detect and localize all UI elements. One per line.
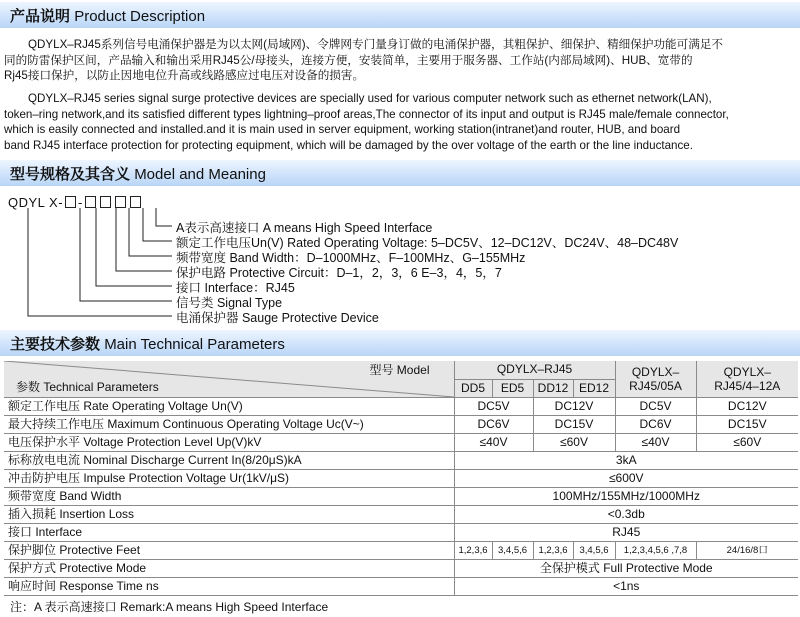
cell-value: 3,4,5,6 [573, 542, 615, 560]
header-model-label: 型号 Model [369, 363, 430, 377]
cell-value: 全保护模式 Full Protective Mode [454, 560, 798, 578]
table-row [4, 488, 798, 506]
cell-value: DC6V [454, 416, 533, 434]
subheader-dd12: DD12 [533, 379, 573, 397]
section-header-product [0, 2, 800, 28]
description-en-line: band RJ45 interface protection for protecting equipment, which will be damaged by the over voltage of the earth or the line inductance. [4, 138, 693, 152]
model-legend-item: 额定工作电压Un(V) Rated Operating Voltage: 5–DC5V、12–DC12V、DC24V、48–DC48V [176, 236, 679, 250]
description-cn-line: 同的防雷保护区间，产品输入和输出采用RJ45公/母接头，连接方便，安装简单，主要用于服务器、工作站(内部局域网)、HUB、宽带的 [4, 53, 693, 67]
model-code-dash: - [78, 195, 83, 210]
section-title [10, 5, 205, 26]
cell-value: DC15V [533, 416, 615, 434]
model-legend-item: 信号类 Signal Type [176, 296, 283, 310]
cell-value: 100MHz/155MHz/1000MHz [454, 488, 798, 506]
description-cn-line: Rj45接口保护，以防止因地电位升高或线路感应过电压对设备的损害。 [4, 69, 365, 82]
table-row [4, 398, 798, 416]
description-cn-line: QDYLX–RJ45系列信号电涌保护器是为以太网(局域网)、令牌网专门量身订做的电涌保护器，其粗保护、细保护、精细保护功能可满足不 [28, 38, 724, 51]
header-group-4-12a [696, 361, 798, 398]
cell-value: 3kA [454, 452, 798, 470]
description-en-line: token–ring network,and its satisfied different types lightning–proof areas,The connector of its input and output is RJ45 male/female connector, [4, 107, 729, 121]
section-title-en: Main Technical Parameters [104, 336, 285, 353]
description-en-line: QDYLX–RJ45 series signal surge protective devices are specially used for various computer network such as ethernet network(LAN), [28, 92, 712, 105]
cell-value: <0.3db [454, 506, 798, 524]
section-title [10, 333, 285, 354]
header-group-05a-l1: QDYLX– [631, 365, 680, 379]
cell-value: DC5V [615, 398, 696, 416]
table-row [4, 524, 798, 542]
row-label: 额定工作电压 Rate Operating Voltage Un(V) [4, 398, 454, 416]
header-diagonal-cell [4, 361, 454, 398]
table-header-row [4, 361, 798, 379]
model-code-box [115, 196, 126, 208]
table-row [4, 506, 798, 524]
section-title [10, 163, 266, 184]
row-label: 最大持续工作电压 Maximum Continuous Operating Voltage Uc(V~) [4, 416, 454, 434]
header-group-05a-l2: RJ45/05A [629, 379, 682, 393]
table-row [4, 452, 798, 470]
table-row [4, 416, 798, 434]
model-code-box [130, 196, 141, 208]
row-label: 频带宽度 Band Width [4, 488, 454, 506]
model-code-x: X- [49, 195, 64, 210]
subheader-ed5: ED5 [492, 379, 533, 397]
section-title-en: Product Description [74, 8, 206, 25]
header-group-4-12a-l1: QDYLX– [723, 365, 771, 379]
table-row [4, 434, 798, 452]
row-label: 冲击防护电压 Impulse Protection Voltage Ur(1kV/μS) [4, 470, 454, 488]
cell-value: 1,2,3,6 [454, 542, 492, 560]
description-en [4, 91, 798, 153]
header-param-label: 参数 Technical Parameters [16, 380, 159, 394]
row-label: 电压保护水平 Voltage Protection Level Up(V)kV [4, 434, 454, 452]
row-label: 标称放电电流 Nominal Discharge Current In(8/20μS)kA [4, 452, 454, 470]
model-code-box [65, 196, 76, 208]
cell-value: DC12V [696, 398, 798, 416]
table-row [4, 542, 798, 560]
cell-value: DC15V [696, 416, 798, 434]
cell-value: ≤60V [533, 434, 615, 452]
cell-value: ≤40V [615, 434, 696, 452]
model-code-box [100, 196, 111, 208]
model-legend-item: 频带宽度 Band Width：D–1000MHz、F–100MHz、G–155MHz [176, 251, 526, 265]
cell-value: ≤600V [454, 470, 798, 488]
description-cn [4, 37, 798, 84]
section-title-cn: 主要技术参数 [10, 336, 101, 353]
model-legend-item: 接口 Interface：RJ45 [176, 281, 295, 295]
section-header-model [0, 160, 800, 186]
model-code [8, 195, 143, 210]
table-row [4, 470, 798, 488]
cell-value: DC12V [533, 398, 615, 416]
footnote-remark: 注：A 表示高速接口 Remark:A means High Speed Interface [10, 600, 329, 614]
cell-value: 1,2,3,6 [533, 542, 573, 560]
section-title-cn: 型号规格及其含义 [10, 166, 131, 183]
row-label: 接口 Interface [4, 524, 454, 542]
table-row [4, 578, 798, 596]
model-legend-item: A表示高速接口 A means High Speed Interface [176, 221, 433, 235]
description-en-line: which is easily connected and installed.and it is main used in server equipment, working station(intranet)and router, HUB, and board [4, 123, 681, 136]
cell-value: DC6V [615, 416, 696, 434]
model-code-box [85, 196, 96, 208]
subheader-dd5: DD5 [454, 379, 492, 397]
row-label: 保护方式 Protective Mode [4, 560, 454, 578]
header-group-4-12a-l2: RJ45/4–12A [714, 379, 781, 393]
model-code-prefix: QDYL [8, 195, 45, 210]
table-row [4, 560, 798, 578]
cell-value: DC5V [454, 398, 533, 416]
cell-value: ≤60V [696, 434, 798, 452]
section-header-params [0, 330, 800, 356]
subheader-ed12: ED12 [573, 379, 615, 397]
section-title-cn: 产品说明 [10, 8, 71, 25]
section-title-en: Model and Meaning [134, 166, 266, 183]
cell-value: 3,4,5,6 [492, 542, 533, 560]
model-legend-item: 电涌保护器 Sauge Protective Device [176, 311, 379, 325]
row-label: 响应时间 Response Time ns [4, 578, 454, 596]
cell-value: RJ45 [454, 524, 798, 542]
row-label: 保护脚位 Protective Feet [4, 542, 454, 560]
header-group-qdylx-rj45: QDYLX–RJ45 [454, 361, 615, 379]
header-group-05a [615, 361, 696, 398]
cell-value: 24/16/8口 [696, 542, 798, 560]
cell-value: ≤40V [454, 434, 533, 452]
cell-value: <1ns [454, 578, 798, 596]
model-legend-item: 保护电路 Protective Circuit：D–1，2，3，6 E–3，4，5，7 [176, 266, 502, 280]
cell-value: 1,2,3,4,5,6 ,7,8 [615, 542, 696, 560]
parameters-table [4, 361, 798, 596]
row-label: 插入损耗 Insertion Loss [4, 506, 454, 524]
